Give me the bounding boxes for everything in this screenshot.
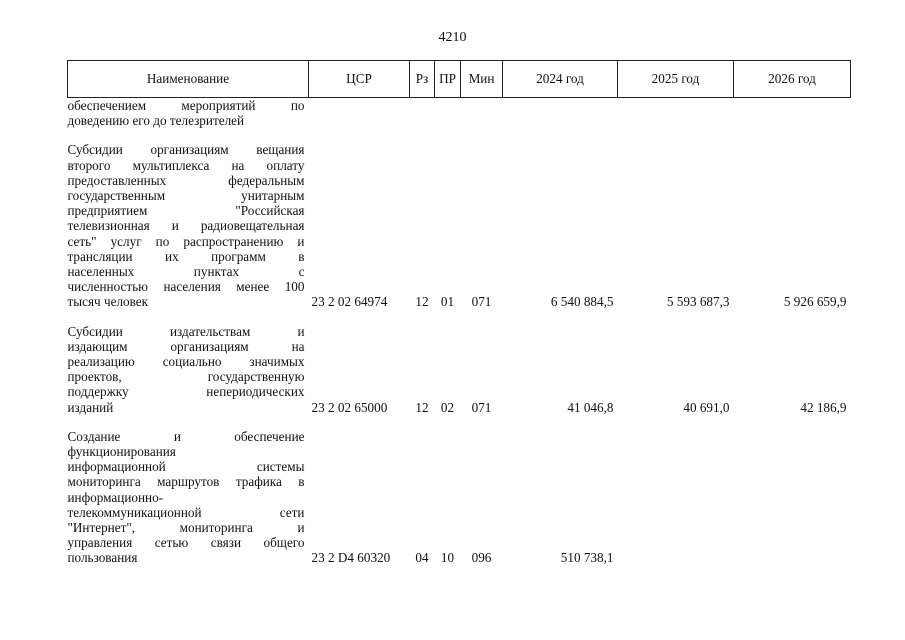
amount-2025-cell	[618, 98, 734, 129]
rz-cell	[410, 98, 435, 129]
header-rz: Рз	[410, 61, 435, 98]
min-cell	[461, 98, 503, 129]
name-line: пользования	[67, 550, 138, 566]
pr-cell: 02	[440, 399, 455, 415]
pr-cell: 01	[440, 294, 455, 310]
name-line: информационно-	[67, 489, 164, 505]
min-cell: 071	[471, 399, 492, 415]
name-line: тысяч человек	[67, 294, 149, 310]
name-line: "Интернет", мониторинга и	[67, 520, 305, 536]
min-cell: 071	[471, 294, 492, 310]
name-line: предоставленных федеральным	[67, 172, 305, 188]
amount-2026-cell	[734, 98, 851, 129]
amount-2024-cell: 41 046,8	[567, 399, 614, 415]
amount-2025-cell: 5 593 687,3	[666, 294, 730, 310]
amount-2025-cell	[618, 415, 734, 566]
name-line: изданий	[67, 399, 114, 415]
name-cell	[68, 98, 309, 129]
csr-cell: 23 2 02 64974	[311, 294, 388, 310]
pr-cell	[435, 98, 461, 129]
header-csr: ЦСР	[309, 61, 410, 98]
name-line: телекоммуникационной сети	[67, 504, 305, 520]
table-row	[68, 128, 851, 309]
amount-2026-cell: 5 926 659,9	[783, 294, 847, 310]
table-header-row	[68, 61, 851, 98]
amount-2024-cell	[503, 98, 618, 129]
name-line: трансляции их программ в	[67, 248, 305, 264]
amount-2024-cell: 6 540 884,5	[550, 294, 614, 310]
header-name: Наименование	[68, 61, 309, 98]
name-line: предприятием "Российская	[67, 203, 305, 219]
name-line: управления сетью связи общего	[67, 535, 305, 551]
name-line: проектов, государственную	[67, 369, 305, 385]
name-line: численностью населения менее 100	[67, 279, 305, 295]
name-line: Субсидии издательствам и	[67, 323, 305, 339]
rz-cell: 12	[415, 294, 429, 310]
amount-2025-cell: 40 691,0	[683, 399, 730, 415]
amount-2026-cell: 42 186,9	[800, 399, 847, 415]
csr-cell: 23 2 02 65000	[311, 399, 388, 415]
csr-cell	[309, 98, 410, 129]
name-line: реализацию социально значимых	[67, 354, 305, 370]
name-line: населенных пунктах с	[67, 264, 305, 280]
amount-2024-cell: 510 738,1	[560, 550, 614, 566]
name-line: издающим организациям на	[67, 338, 305, 354]
header-min: Мин	[461, 61, 503, 98]
name-cell	[68, 415, 309, 566]
name-line: Субсидии организациям вещания	[67, 142, 305, 158]
header-pr: ПР	[435, 61, 461, 98]
table-body	[68, 98, 851, 566]
header-2025: 2025 год	[618, 61, 734, 98]
table-row	[68, 415, 851, 566]
budget-table	[67, 60, 851, 566]
table-row	[68, 98, 851, 129]
name-line: Создание и обеспечение	[67, 428, 305, 444]
name-line: доведению его до телезрителей	[67, 113, 245, 129]
header-2026: 2026 год	[734, 61, 851, 98]
rz-cell: 04	[415, 550, 429, 566]
amount-2026-cell	[734, 415, 851, 566]
name-line: сеть" услуг по распространению и	[67, 233, 305, 249]
rz-cell: 12	[415, 399, 429, 415]
name-line: телевизионная и радиовещательная	[67, 218, 305, 234]
name-line: обеспечением мероприятий по	[67, 98, 305, 113]
name-line: второго мультиплекса на оплату	[67, 157, 305, 173]
name-line: мониторинга маршрутов трафика в	[67, 474, 305, 490]
name-cell	[68, 128, 309, 309]
csr-cell: 23 2 D4 60320	[311, 550, 391, 566]
name-line: информационной системы	[67, 459, 305, 475]
page-number: 4210	[438, 30, 467, 45]
name-line: государственным унитарным	[67, 188, 305, 204]
name-cell	[68, 310, 309, 415]
name-line: поддержку непериодических	[67, 384, 305, 400]
pr-cell: 10	[440, 550, 455, 566]
table-row	[68, 310, 851, 415]
header-2024: 2024 год	[503, 61, 618, 98]
min-cell: 096	[471, 550, 492, 566]
name-line: функционирования	[67, 444, 176, 460]
